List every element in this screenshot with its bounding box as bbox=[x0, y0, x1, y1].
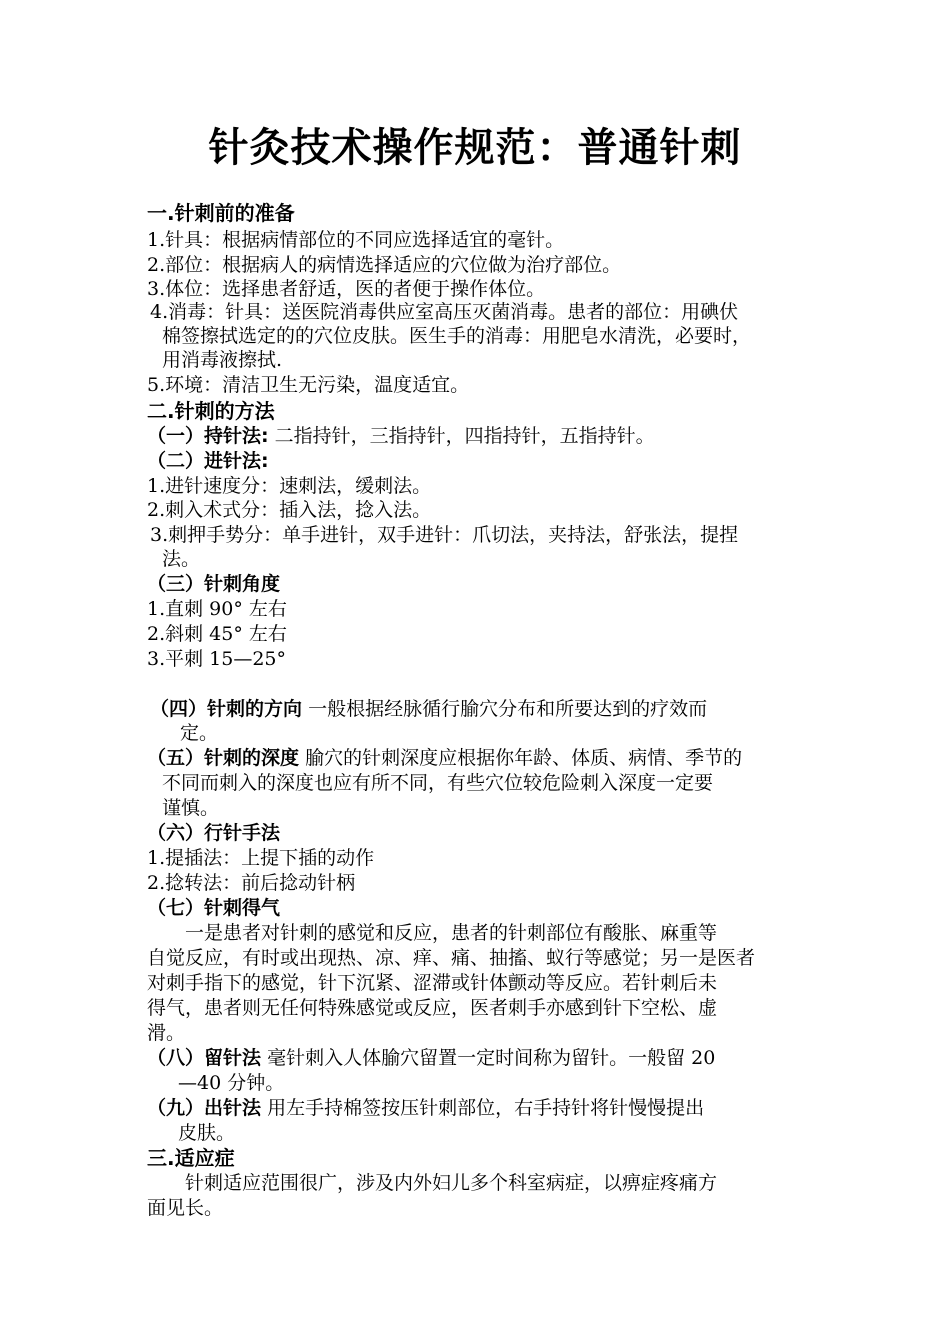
paragraph-continuation: —40 分钟。 bbox=[178, 1072, 285, 1094]
paragraph-text: 针刺适应范围很广，涉及内外妇儿多个科室病症，以痹症疼痛方 bbox=[185, 1172, 718, 1194]
page-title: 针灸技术操作规范：普通针刺 bbox=[208, 125, 742, 171]
paragraph-continuation: 皮肤。 bbox=[178, 1122, 236, 1144]
paragraph-text: 面见长。 bbox=[147, 1197, 224, 1219]
subheading-needle-insertion: （二）进针法: bbox=[147, 450, 269, 472]
subheading-deqi: （七）针刺得气 bbox=[147, 897, 281, 919]
list-item: 2.捻转法：前后捻动针柄 bbox=[147, 872, 356, 894]
list-item: 5.环境：清洁卫生无污染，温度适宜。 bbox=[147, 374, 470, 396]
paragraph-text: 自觉反应，有时或出现热、凉、痒、痛、抽搐、蚁行等感觉；另一是医者 bbox=[147, 947, 756, 969]
paragraph-text: 毫针刺入人体腧穴留置一定时间称为留针。一般留 20 bbox=[267, 1047, 716, 1069]
paragraph-needle-withdrawal bbox=[147, 1096, 704, 1121]
paragraph-text: 滑。 bbox=[147, 1022, 186, 1044]
section-heading-methods: 二.针刺的方法 bbox=[147, 399, 275, 423]
paragraph-text: 用左手持棉签按压针刺部位，右手持针将针慢慢提出 bbox=[267, 1097, 705, 1119]
paragraph-continuation: 不同而刺入的深度也应有所不同，有些穴位较危险刺入深度一定要 bbox=[162, 772, 714, 794]
list-item: 3.体位：选择患者舒适，医的者便于操作体位。 bbox=[147, 278, 546, 300]
list-item: 2.部位：根据病人的病情选择适应的穴位做为治疗部位。 bbox=[147, 254, 622, 276]
list-item: 4.消毒：针具：送医院消毒供应室高压灭菌消毒。患者的部位：用碘伏 bbox=[150, 301, 739, 323]
paragraph-text: 腧穴的针刺深度应根据你年龄、体质、病情、季节的 bbox=[305, 747, 743, 769]
list-item: 1.针具：根据病情部位的不同应选择适宜的毫针。 bbox=[147, 229, 565, 251]
paragraph-continuation: 谨慎。 bbox=[162, 797, 220, 819]
paragraph-needle-direction bbox=[150, 697, 707, 722]
subheading-needle-angle: （三）针刺角度 bbox=[147, 573, 281, 595]
list-item: 2.刺入术式分：插入法，捻入法。 bbox=[147, 499, 432, 521]
list-item-continuation: 法。 bbox=[162, 548, 201, 570]
paragraph-needle-depth bbox=[147, 746, 742, 771]
list-item: 1.直刺 90° 左右 bbox=[147, 598, 287, 620]
subheading-label: （一）持针法: bbox=[147, 425, 269, 447]
list-item: 3.平刺 15—25° bbox=[147, 648, 287, 670]
paragraph-text: 一是患者对针刺的感觉和反应，患者的针刺部位有酸胀、麻重等 bbox=[185, 922, 718, 944]
paragraph-text: 一般根据经脉循行腧穴分布和所要达到的疗效而 bbox=[308, 698, 708, 720]
paragraph-text: 二指持针，三指持针，四指持针，五指持针。 bbox=[274, 425, 655, 447]
list-item: 3.刺押手势分：单手进针，双手进针：爪切法，夹持法，舒张法，提捏 bbox=[150, 524, 739, 546]
paragraph-holding-needle bbox=[147, 424, 655, 449]
list-item-continuation: 棉签擦拭选定的的穴位皮肤。医生手的消毒：用肥皂水清洗，必要时， bbox=[162, 325, 752, 347]
subheading-label: （九）出针法 bbox=[147, 1097, 262, 1119]
list-item: 2.斜刺 45° 左右 bbox=[147, 623, 287, 645]
section-heading-preparation: 一.针刺前的准备 bbox=[147, 201, 295, 225]
list-item: 1.进针速度分：速刺法，缓刺法。 bbox=[147, 475, 432, 497]
paragraph-text: 对刺手指下的感觉，针下沉紧、涩滞或针体颤动等反应。若针刺后未 bbox=[147, 972, 718, 994]
list-item-continuation: 用消毒液擦拭. bbox=[162, 349, 283, 371]
subheading-manipulation: （六）行针手法 bbox=[147, 822, 281, 844]
paragraph-needle-retention bbox=[147, 1046, 715, 1071]
subheading-label: （五）针刺的深度 bbox=[147, 747, 300, 769]
paragraph-text: 得气，患者则无任何特殊感觉或反应，医者刺手亦感到针下空松、虚 bbox=[147, 997, 718, 1019]
subheading-label: （四）针刺的方向 bbox=[150, 698, 303, 720]
paragraph-continuation: 定。 bbox=[180, 722, 219, 744]
subheading-label: （八）留针法 bbox=[147, 1047, 262, 1069]
list-item: 1.提插法：上提下插的动作 bbox=[147, 847, 375, 869]
section-heading-indications: 三.适应症 bbox=[147, 1146, 235, 1170]
